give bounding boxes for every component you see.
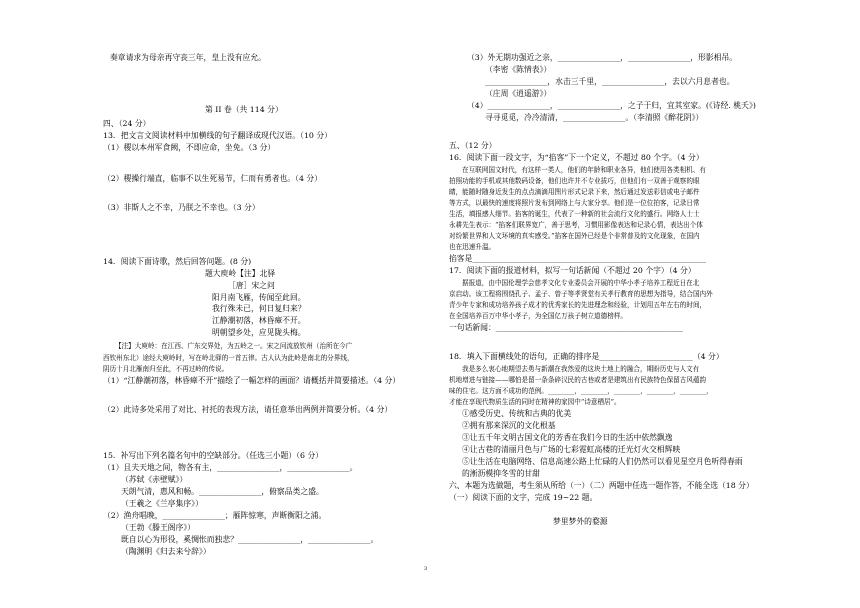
passage-line: 机地增进与链接——哪怕是留一条条碎汉民的古巷或者是建筑出有民族特色保留古风蕴韵 <box>449 376 707 384</box>
poem-note: 西钦州东北）途经大庾岭时，写在岭北驿的一首五律。古人认为此岭是南北的分界线， <box>103 354 354 362</box>
passage-line: 等方式，以最快的速度将照片发布到网络上与大家分享。他们是一位位拍客，记录日常 <box>449 199 700 207</box>
fill-blank-line: 天朗气清，惠风和畅。________________，俯察品类之盛。 <box>121 487 324 496</box>
source-citation: （陶渊明《归去来兮辞》） <box>121 547 211 556</box>
section-heading: 四、（24 分） <box>103 119 151 128</box>
fill-blank-line: （1）且夫天地之间，物各有主，________________，________________。 <box>103 463 358 472</box>
question-15: 15．补写出下列名篇名句中的空缺部分。（任选三小题）（6 分） <box>103 451 324 460</box>
section-title: 第 II 卷（共 114 分） <box>205 105 283 114</box>
question-13: 13．把文言文阅读材料中加横线的句子翻译成现代汉语。（10 分） <box>103 131 332 140</box>
poem-author: ［唐］宋之问 <box>228 281 275 290</box>
passage-line: 睛，能随时随身近发生的点点滴滴用图片形式记录下来，然后通过发送彩信或电子邮件 <box>449 188 700 196</box>
fill-blank-line: ________________，水击三千里，________________，去以六月息者也。 <box>485 77 735 86</box>
passage-line: 生活，填报感人细节。掐客的诞生，代表了一种新的社会流行文化的盛行。网络人士士 <box>449 210 700 218</box>
question-16: 16．阅读下面一段文字，为“掐客”下一个定义，不超过 80 个字。（4 分） <box>449 153 704 162</box>
page-number: 3 <box>424 566 428 572</box>
answer-line: 一句话新闻：________________________________________________ <box>449 323 683 332</box>
q14-item-1: （1）“江静潮初落，林昏瘴不开”描绘了一幅怎样的画面？请概括并简要描述。（4 分） <box>103 376 401 385</box>
q13-item-2: （2）稷操行端直，临事不以生死易节，仁而有勇者也。（4 分） <box>103 174 323 183</box>
fill-blank-line: （4）________________，________________，之子于归，宜其室家。(《诗经. 桃夭》) <box>467 101 756 110</box>
fill-blank-line: （3）外无期功强近之亲，________________，________________，形影相吊。 <box>467 53 738 62</box>
source-citation: （王勃《滕王阁序》） <box>121 523 196 532</box>
option-item: ③让五千年文明古国文化的芳香在我们今日的生活中依然飘逸 <box>462 433 673 442</box>
passage-line: 拍照功能的手机或其他数码设备，他们也许并不专业拔巧，但他们有一双善于观察的眼 <box>449 177 700 185</box>
passage-line: 味的住宅。这方面不成功的范例。________，________，________，________，________， <box>449 387 713 395</box>
source-citation: （苏轼《赤壁赋》） <box>121 475 188 484</box>
poem-line: 阳月南飞雁，传闻至此回。 <box>212 293 306 302</box>
passage-line: 也在迅速升温。 <box>449 243 496 251</box>
fill-blank-line: 既自以心为形役，奚惆怅而独悲？________________，________________。 <box>121 535 379 544</box>
passage-line: 才能在享现代物质生活的同时在精神的家园中“诗意栖居”。 <box>449 398 621 406</box>
passage-line: 对纷繁世界和人文环境的真实感受。”掐客在国外已经是个非常普及的文化现象，在国内 <box>449 232 700 240</box>
article-title: 梦里梦外的婺源 <box>553 517 608 526</box>
question-6-heading: 六、本题为选做题，考生须从所给（一）（二）两题中任选一题作答，不能全选（18 分） <box>449 481 754 490</box>
option-item: ⑤让生活在电脑网络、信息高速公路上忙碌的人们仍然可以看见星空月色听得春雨 <box>462 457 743 466</box>
q14-item-2: （2）此诗多处采用了对比、衬托的表现方法，请任意举出两例并简要分析。（4 分） <box>103 405 393 414</box>
passage-line: 在互联网国文时代，有这样一类人，他们的年龄和职业各异，他们使用各类相机、有 <box>462 166 706 174</box>
poem-note: 【注】大庾岭：在江西、广东交界处，为五岭之一。宋之问流放钦州（治所在今广 <box>115 342 353 350</box>
passage-line: 永耕先生表示：“掐客们联界宽广，善于思考，习惯用影像表达和记录心情，表达出个体 <box>449 221 703 229</box>
question-17: 17．阅读下面的报道材料，拟写一句话新闻（不超过 20 个字）（4 分） <box>449 266 696 275</box>
passage-line: 在全国培养百万中华小孝子，为全国亿万孩子树立道德榜样。 <box>449 312 628 320</box>
text-line: 奏章请求为母亲再守丧三年，皇上没有应允。 <box>110 53 266 62</box>
section-heading: 五、（12 分） <box>449 141 497 150</box>
question-18: 18．填入下面横线处的语句，正确的排序是________________________（4 分） <box>449 352 724 361</box>
passage-line: 京启动。该工程将围绕孔子、孟子、曾子等孝贤堂有关孝行教育的思想为指导，结合国内外 <box>449 290 713 298</box>
poem-line: 我行殊未已，何日复归来？ <box>212 304 306 313</box>
passage-line: 我是多么衷心地期望去勇与新潮在我然爱的这块土地上的融合，期盼历史与人文有 <box>462 365 700 373</box>
poem-line: 江静潮初落，林昏瘴不开。 <box>212 316 306 325</box>
question-14: 14．阅读下面诗歌，然后回答问题。(8 分) <box>103 257 252 266</box>
passage-line: 青少年专家和成功培养孩子成才的优秀家长的先进理念和经验，计划用五年左右的时间， <box>449 301 707 309</box>
option-item: ②拥有那来深沉的文化根基 <box>462 421 556 430</box>
answer-line: 掐客是____________________________________________________________ <box>449 254 707 263</box>
poem-note: 阴历十月北雁南归至此，不再过岭的传说。 <box>103 365 229 373</box>
subquestion-heading: （一）阅读下面的文字，完成 19~22 题。 <box>449 493 598 502</box>
poem-title: 题大庾岭【注】北驿 <box>205 269 276 278</box>
source-citation: （李密《陈情表》） <box>485 65 552 74</box>
option-item: ④让古巷的清丽月色与广场的七彩霓虹高楼的迁光灯火交相辉映 <box>462 445 681 454</box>
option-item: ①感受历史、传统和古典的优美 <box>462 409 572 418</box>
poem-line: 明朝望乡处，应见陇头梅。 <box>212 328 306 337</box>
source-citation: （王羲之《兰亭集序》） <box>121 499 203 508</box>
fill-blank-line: （2）渔舟唱晚，________________；雁阵惊寒，声断衡阳之浦。 <box>103 511 327 520</box>
passage-line: 据报道，由中国伦理学会慈孝文化专业委员会开展的中华小孝子培养工程近日在北 <box>462 279 700 287</box>
option-item: 的淅沥模抑冬雪的甘甜 <box>462 469 540 478</box>
source-citation: （庄周《逍遥游》） <box>485 89 552 98</box>
q13-item-3: （3）非斯人之不幸，乃朕之不幸也。（3 分） <box>103 203 260 212</box>
fill-blank-line: 寻寻觅觅，冷冷清清，________________。（李清照《醉花阴》） <box>485 113 704 122</box>
q13-item-1: （1）稷以本州军食阙，不即应命，坐免。（3 分） <box>103 143 276 152</box>
